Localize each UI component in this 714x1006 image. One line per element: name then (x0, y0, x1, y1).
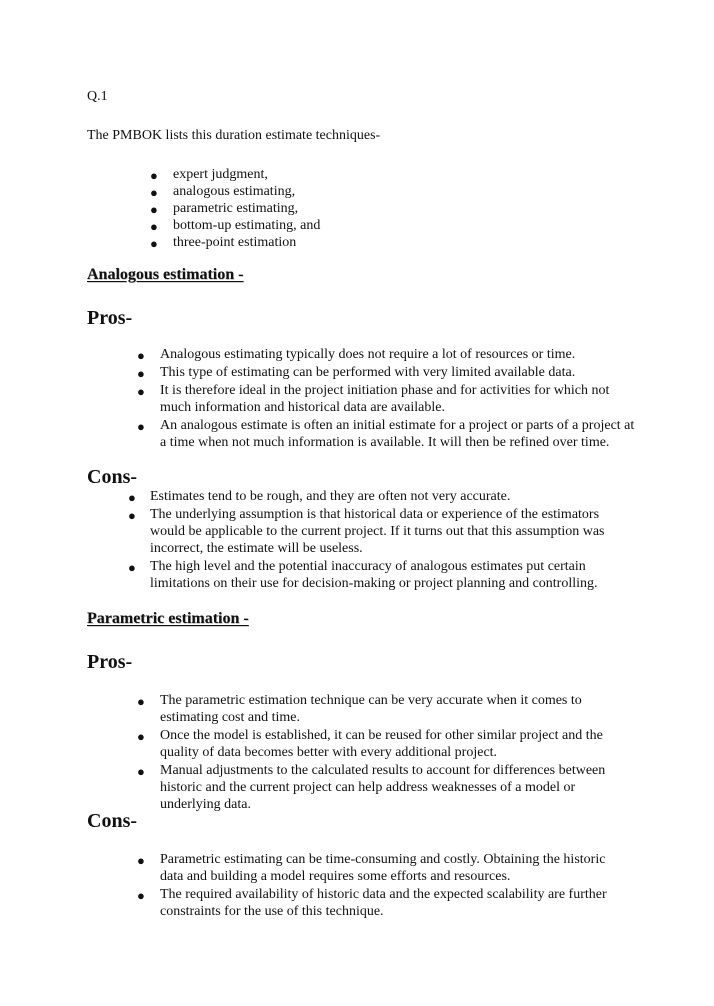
list-item: ● bottom-up estimating, and (150, 218, 321, 234)
list-item: ● The underlying assumption is that historical data or experience of the estimators would be applicable to the current project. If it turns out that this assumption was incorrect, the estimate will be useless. (128, 507, 605, 556)
intro-text: The PMBOK lists this duration estimate techniques- (87, 128, 381, 143)
bullet-icon: ● (137, 419, 145, 434)
bullet-icon: ● (137, 384, 145, 399)
list-item: ● expert judgment, (150, 167, 268, 183)
analogous-pros-list (87, 346, 635, 452)
list-item: ● Analogous estimating typically does not require a lot of resources or time. (137, 347, 576, 363)
list-item: ● An analogous estimate is often an initial estimate for a project or parts of a project at a time when not much information is available. It will then be refined over time. (137, 418, 635, 450)
bullet-icon: ● (150, 202, 158, 217)
analogous-cons-heading: Cons- (87, 466, 138, 488)
analogous-heading: Analogous estimation - (87, 266, 244, 283)
list-item: ● Once the model is established, it can be reused for other similar project and the quality of data becomes better with every additional project. (137, 728, 603, 760)
bullet-icon: ● (128, 490, 136, 505)
bullet-icon: ● (128, 508, 136, 523)
list-item: ● Estimates tend to be rough, and they are often not very accurate. (128, 489, 511, 505)
list-item: ● Manual adjustments to the calculated results to account for differences between historic and the current project can help address weaknesses of a model or underlying data. (137, 763, 606, 812)
parametric-pros-list (87, 692, 632, 814)
parametric-pros-heading: Pros- (87, 651, 133, 673)
list-item: ● The high level and the potential inaccuracy of analogous estimates put certain limitations on their use for decision-making or project planning and controlling. (128, 559, 598, 591)
parametric-cons-list (87, 851, 632, 921)
list-item: ● parametric estimating, (150, 201, 299, 217)
parametric-heading: Parametric estimation - (87, 610, 249, 627)
analogous-cons-list (87, 488, 627, 593)
analogous-pros-heading: Pros- (87, 307, 133, 329)
bullet-icon: ● (137, 366, 145, 381)
bullet-icon: ● (150, 185, 158, 200)
parametric-cons-heading: Cons- (87, 810, 138, 832)
list-item: ● analogous estimating, (150, 184, 296, 200)
bullet-icon: ● (150, 168, 158, 183)
list-item: ● Parametric estimating can be time-consuming and costly. Obtaining the historic data and building a model requires some efforts and resources. (137, 852, 606, 884)
bullet-icon: ● (137, 888, 145, 903)
bullet-icon: ● (137, 764, 145, 779)
list-item: ● It is therefore ideal in the project initiation phase and for activities for which not much information and historical data are available. (137, 383, 610, 415)
list-item: ● three-point estimation (150, 235, 297, 251)
techniques-list (87, 166, 647, 251)
bullet-icon: ● (137, 729, 145, 744)
bullet-icon: ● (137, 853, 145, 868)
bullet-icon: ● (137, 348, 145, 363)
bullet-icon: ● (150, 236, 158, 251)
question-label: Q.1 (87, 89, 108, 104)
bullet-icon: ● (137, 694, 145, 709)
bullet-icon: ● (128, 560, 136, 575)
list-item: ● The required availability of historic data and the expected scalability are further constraints for the use of this technique. (137, 887, 607, 919)
list-item: ● The parametric estimation technique can be very accurate when it comes to estimating cost and time. (137, 693, 582, 725)
bullet-icon: ● (150, 219, 158, 234)
list-item: ● This type of estimating can be performed with very limited available data. (137, 365, 576, 381)
